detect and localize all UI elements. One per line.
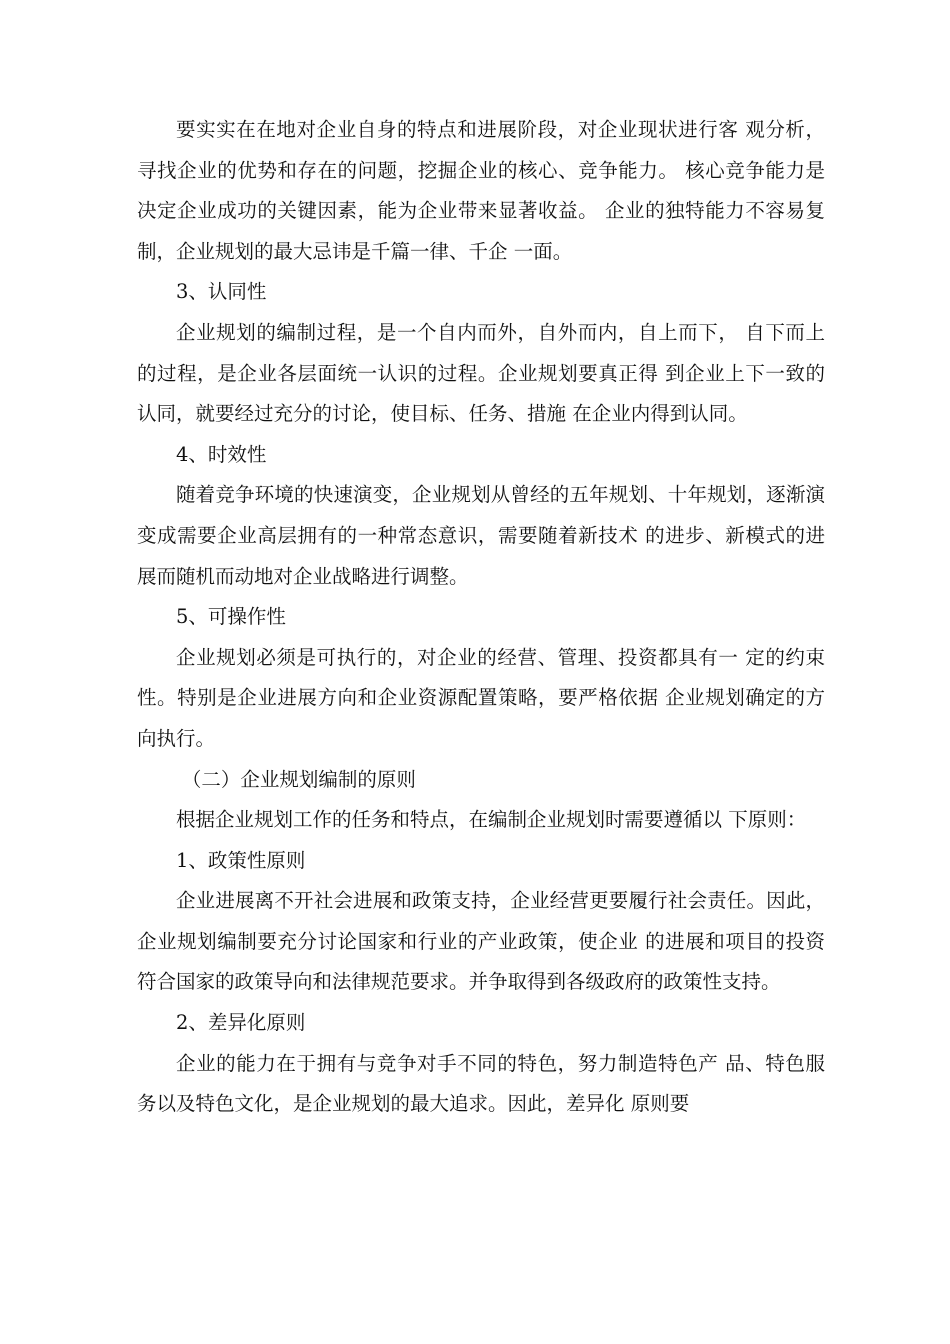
paragraph-policy-principle: 企业进展离不开社会进展和政策支持，企业经营更要履行社会责任。因此，企业规划编制要充分讨论国家和行业的产业政策，使企业 的进展和项目的投资符合国家的政策导向和法律规范要求。并争取得到各级政府的政策性支持。 xyxy=(137,889,825,994)
section-heading-principles: （二）企业规划编制的原则 xyxy=(181,767,416,791)
heading-differentiation-principle: 2、差异化原则 xyxy=(176,1011,306,1035)
paragraph-operability: 企业规划必须是可执行的，对企业的经营、管理、投资都具有一 定的约束性。特别是企业进展方向和企业资源配置策略，要严格依据 企业规划确定的方向执行。 xyxy=(137,645,825,750)
heading-timeliness: 4、时效性 xyxy=(176,442,267,466)
heading-recognition: 3、认同性 xyxy=(176,280,267,304)
paragraph-recognition: 企业规划的编制过程，是一个自内而外，自外而内，自上而下， 自下而上的过程，是企业各层面统一认识的过程。企业规划要真正得 到企业上下一致的认同，就要经过充分的讨论，使目标、任务、措施 在企业内得到认同。 xyxy=(137,320,825,426)
heading-operability: 5、可操作性 xyxy=(176,605,286,629)
paragraph-principles-intro: 根据企业规划工作的任务和特点，在编制企业规划时需要遵循以 下原则： xyxy=(176,808,807,832)
paragraph-differentiation-principle: 企业的能力在于拥有与竞争对手不同的特色，努力制造特色产 品、特色服务以及特色文化，是企业规划的最大追求。因此，差异化 原则要 xyxy=(137,1051,825,1116)
document-page xyxy=(137,110,825,1125)
paragraph-timeliness: 随着竞争环境的快速演变，企业规划从曾经的五年规划、十年规划，逐渐演变成需要企业高层拥有的一种常态意识，需要随着新技术 的进步、新模式的进展而随机而动地对企业战略进行调整。 xyxy=(137,483,825,588)
paragraph-core-competence: 要实实在在地对企业自身的特点和进展阶段，对企业现状进行客 观分析，寻找企业的优势和存在的问题，挖掘企业的核心、竞争能力。 核心竞争能力是决定企业成功的关键因素，能为企业带来显著收益。 企业的独特能力不容易复制，企业规划的最大忌讳是千篇一律、千企 一面。 xyxy=(137,118,825,263)
heading-policy-principle: 1、政策性原则 xyxy=(176,848,306,872)
